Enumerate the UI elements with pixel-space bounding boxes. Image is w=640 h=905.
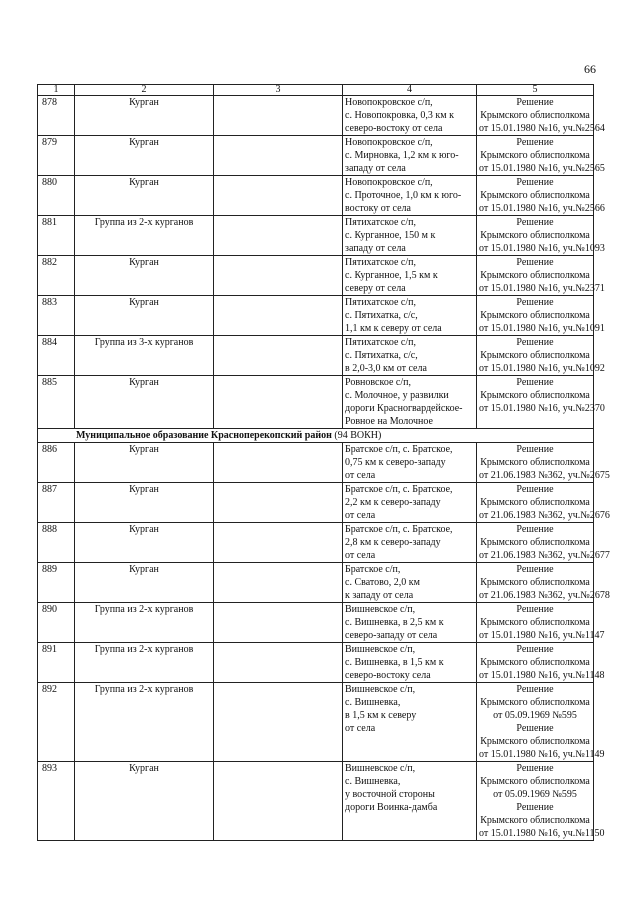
location-line: с. Вишневка, (345, 776, 401, 787)
document (477, 523, 610, 563)
document (477, 762, 605, 841)
document-line: Крымского облисполкома (480, 230, 590, 241)
document-line: от 15.01.1980 №16, уч.№1149 (479, 749, 605, 760)
object-name: Курган (75, 523, 214, 563)
document-line: Решение (516, 802, 554, 813)
object-name: Курган (75, 296, 214, 336)
location (343, 376, 477, 429)
header-cell: 1 (38, 85, 75, 96)
document-line: от 15.01.1980 №16, уч.№1147 (479, 630, 605, 641)
table-row (38, 563, 594, 603)
header-cell: 3 (214, 85, 343, 96)
document (477, 563, 610, 603)
row-number: 883 (38, 296, 75, 336)
location-line: Пятихатское с/п, (345, 297, 417, 308)
document-line: Решение (516, 644, 554, 655)
document (477, 256, 605, 296)
location (343, 136, 477, 176)
empty-cell (214, 216, 343, 256)
object-name: Курган (75, 96, 214, 136)
location-line: Вишневское с/п, (345, 604, 416, 615)
location-line: от села (345, 723, 376, 734)
object-name: Курган (75, 563, 214, 603)
row-number: 884 (38, 336, 75, 376)
empty-cell (214, 762, 343, 841)
document-line: Решение (516, 484, 554, 495)
document-line: Решение (516, 377, 554, 388)
location-line: Новопокровское с/п, (345, 137, 433, 148)
document-line: Крымского облисполкома (480, 190, 590, 201)
row-number: 879 (38, 136, 75, 176)
section-title: Муниципальное образование Красноперекопский район (76, 430, 332, 441)
document-line: Решение (516, 723, 554, 734)
location-line: Пятихатское с/п, (345, 337, 417, 348)
object-name: Курган (75, 136, 214, 176)
object-name: Группа из 2-х курганов (75, 683, 214, 762)
table-row (38, 603, 594, 643)
table-row (38, 523, 594, 563)
object-name: Курган (75, 256, 214, 296)
location (343, 443, 477, 483)
location (343, 256, 477, 296)
location-line: с. Новопокровка, 0,3 км к (345, 110, 454, 121)
section-count: (94 ВОКН) (334, 430, 382, 441)
rows-group-b (38, 443, 610, 841)
empty-cell (214, 176, 343, 216)
location (343, 483, 477, 523)
object-name: Курган (75, 176, 214, 216)
row-number: 885 (38, 376, 75, 429)
document-line: от 15.01.1980 №16, уч.№2566 (479, 203, 605, 214)
row-number: 886 (38, 443, 75, 483)
object-name: Группа из 2-х курганов (75, 643, 214, 683)
empty-cell (214, 523, 343, 563)
document-line: Решение (516, 763, 554, 774)
location-line: от села (345, 470, 376, 481)
document (477, 643, 605, 683)
row-number: 878 (38, 96, 75, 136)
location (343, 603, 477, 643)
location-line: Братское с/п, с. Братское, (345, 524, 453, 535)
document (477, 443, 610, 483)
document-line: от 05.09.1969 №595 (493, 710, 577, 721)
location-line: Пятихатское с/п, (345, 217, 417, 228)
document-line: от 15.01.1980 №16, уч.№2371 (479, 283, 605, 294)
table-row (38, 296, 594, 336)
table-row (38, 256, 594, 296)
object-name: Курган (75, 762, 214, 841)
document-line: от 21.06.1983 №362, уч.№2676 (479, 510, 610, 521)
document-line: от 21.06.1983 №362, уч.№2678 (479, 590, 610, 601)
location-line: с. Мирновка, 1,2 км к юго- (345, 150, 459, 161)
document-line: Крымского облисполкома (480, 350, 590, 361)
document-line: Крымского облисполкома (480, 736, 590, 747)
document-line: Решение (516, 97, 554, 108)
location-line: в 2,0-3,0 км от села (345, 363, 427, 374)
row-number: 893 (38, 762, 75, 841)
location-line: северо-востоку от села (345, 123, 443, 134)
location-line: востоку от села (345, 203, 411, 214)
location (343, 523, 477, 563)
document-line: Решение (516, 684, 554, 695)
location-line: Ровное на Молочное (345, 416, 433, 427)
table-row (38, 643, 594, 683)
document-line: Решение (516, 297, 554, 308)
table-row (38, 762, 594, 841)
section-group (38, 429, 594, 443)
location (343, 296, 477, 336)
document-line: Крымского облисполкома (480, 815, 590, 826)
location-line: с. Курганное, 1,5 км к (345, 270, 438, 281)
object-name: Группа из 2-х курганов (75, 216, 214, 256)
location (343, 96, 477, 136)
document (477, 336, 605, 376)
empty-cell (214, 256, 343, 296)
location-line: Новопокровское с/п, (345, 97, 433, 108)
document-line: Крымского облисполкома (480, 577, 590, 588)
object-name: Курган (75, 376, 214, 429)
location-line: западу от села (345, 243, 406, 254)
document-line: Крымского облисполкома (480, 537, 590, 548)
document-line: Крымского облисполкома (480, 497, 590, 508)
location (343, 643, 477, 683)
empty-cell (214, 376, 343, 429)
document (477, 96, 605, 136)
location-line: Вишневское с/п, (345, 763, 416, 774)
document-line: Решение (516, 444, 554, 455)
location (343, 336, 477, 376)
document (477, 603, 605, 643)
location-line: с. Пятихатка, с/с, (345, 310, 418, 321)
object-name: Курган (75, 483, 214, 523)
document (477, 216, 605, 256)
document-line: Крымского облисполкома (480, 110, 590, 121)
document (477, 683, 605, 762)
row-number: 889 (38, 563, 75, 603)
object-name: Курган (75, 443, 214, 483)
document-line: Крымского облисполкома (480, 776, 590, 787)
document-line: Крымского облисполкома (480, 617, 590, 628)
header-cell: 5 (477, 85, 594, 96)
row-number: 892 (38, 683, 75, 762)
location-line: от села (345, 550, 376, 561)
document-line: Крымского облисполкома (480, 390, 590, 401)
location (343, 683, 477, 762)
location-line: Братское с/п, с. Братское, (345, 484, 453, 495)
location-line: Братское с/п, с. Братское, (345, 444, 453, 455)
location-line: 1,1 км к северу от села (345, 323, 442, 334)
document-line: Решение (516, 217, 554, 228)
location-line: западу от села (345, 163, 406, 174)
document-line: от 05.09.1969 №595 (493, 789, 577, 800)
document-line: Решение (516, 177, 554, 188)
location (343, 216, 477, 256)
document (477, 483, 610, 523)
empty-cell (214, 483, 343, 523)
location-line: Ровновское с/п, (345, 377, 411, 388)
row-number: 882 (38, 256, 75, 296)
row-number: 887 (38, 483, 75, 523)
empty-cell (214, 683, 343, 762)
location-line: с. Проточное, 1,0 км к юго- (345, 190, 462, 201)
rows-group-a (38, 96, 605, 429)
location-line: с. Пятихатка, с/с, (345, 350, 418, 361)
table-row (38, 216, 594, 256)
location-line: 0,75 км к северо-западу (345, 457, 446, 468)
location-line: с. Вишневка, в 2,5 км к (345, 617, 444, 628)
location-line: 2,8 км к северо-западу (345, 537, 441, 548)
monuments-table (37, 84, 610, 841)
location-line: Пятихатское с/п, (345, 257, 417, 268)
document-line: от 15.01.1980 №16, уч.№1092 (479, 363, 605, 374)
document-line: Решение (516, 524, 554, 535)
document-line: от 15.01.1980 №16, уч.№2370 (479, 403, 605, 414)
document-line: Крымского облисполкома (480, 150, 590, 161)
document-line: от 15.01.1980 №16, уч.№1148 (479, 670, 605, 681)
location-line: с. Сватово, 2,0 км (345, 577, 420, 588)
document (477, 176, 605, 216)
location-line: дороги Красногвардейское- (345, 403, 463, 414)
document-line: от 15.01.1980 №16, уч.№2565 (479, 163, 605, 174)
location-line: Вишневское с/п, (345, 684, 416, 695)
table-row (38, 96, 594, 136)
document-line: от 21.06.1983 №362, уч.№2675 (479, 470, 610, 481)
document-line: Крымского облисполкома (480, 457, 590, 468)
document (477, 376, 605, 429)
empty-cell (214, 643, 343, 683)
page-number: 66 (584, 62, 596, 76)
location (343, 563, 477, 603)
row-number: 888 (38, 523, 75, 563)
table-row (38, 483, 594, 523)
document-line: от 15.01.1980 №16, уч.№2564 (479, 123, 605, 134)
location-line: северу от села (345, 283, 406, 294)
document-line: Крымского облисполкома (480, 310, 590, 321)
document (477, 136, 605, 176)
document-line: Крымского облисполкома (480, 270, 590, 281)
location-line: северо-западу от села (345, 630, 438, 641)
document (477, 296, 605, 336)
table-row (38, 683, 594, 762)
table-row (38, 176, 594, 216)
location-line: с. Молочное, у развилки (345, 390, 449, 401)
document-line: Крымского облисполкома (480, 697, 590, 708)
document-line: от 21.06.1983 №362, уч.№2677 (479, 550, 610, 561)
empty-cell (214, 296, 343, 336)
table-row (38, 443, 594, 483)
empty-cell (214, 136, 343, 176)
location-line: 2,2 км к северо-западу (345, 497, 441, 508)
document-line: Решение (516, 137, 554, 148)
header-cell: 2 (75, 85, 214, 96)
document-line: Решение (516, 564, 554, 575)
table-row (38, 376, 594, 429)
empty-cell (214, 96, 343, 136)
row-number: 881 (38, 216, 75, 256)
table-row (38, 136, 594, 176)
location (343, 762, 477, 841)
location-line: с. Вишневка, (345, 697, 401, 708)
section-heading (38, 429, 594, 443)
location-line: дороги Воинка-дамба (345, 802, 438, 813)
object-name: Группа из 3-х курганов (75, 336, 214, 376)
location-line: с. Вишневка, в 1,5 км к (345, 657, 444, 668)
location-line: от села (345, 510, 376, 521)
row-number: 880 (38, 176, 75, 216)
document-line: от 15.01.1980 №16, уч.№1150 (479, 828, 605, 839)
document-line: Решение (516, 604, 554, 615)
location-line: с. Курганное, 150 м к (345, 230, 436, 241)
empty-cell (214, 336, 343, 376)
location-line: Братское с/п, (345, 564, 401, 575)
object-name: Группа из 2-х курганов (75, 603, 214, 643)
document-line: Решение (516, 257, 554, 268)
row-number: 890 (38, 603, 75, 643)
location-line: Новопокровское с/п, (345, 177, 433, 188)
document-line: Крымского облисполкома (480, 657, 590, 668)
header-row (38, 85, 594, 96)
location-line: северо-востоку села (345, 670, 431, 681)
row-number: 891 (38, 643, 75, 683)
location-line: к западу от села (345, 590, 414, 601)
section-row (38, 429, 594, 443)
empty-cell (214, 563, 343, 603)
location-line: Вишневское с/п, (345, 644, 416, 655)
empty-cell (214, 603, 343, 643)
document-line: от 15.01.1980 №16, уч.№1093 (479, 243, 605, 254)
table-row (38, 336, 594, 376)
header-cell: 4 (343, 85, 477, 96)
location-line: в 1,5 км к северу (345, 710, 417, 721)
location-line: у восточной стороны (345, 789, 435, 800)
location (343, 176, 477, 216)
empty-cell (214, 443, 343, 483)
document-line: от 15.01.1980 №16, уч.№1091 (479, 323, 605, 334)
document-line: Решение (516, 337, 554, 348)
